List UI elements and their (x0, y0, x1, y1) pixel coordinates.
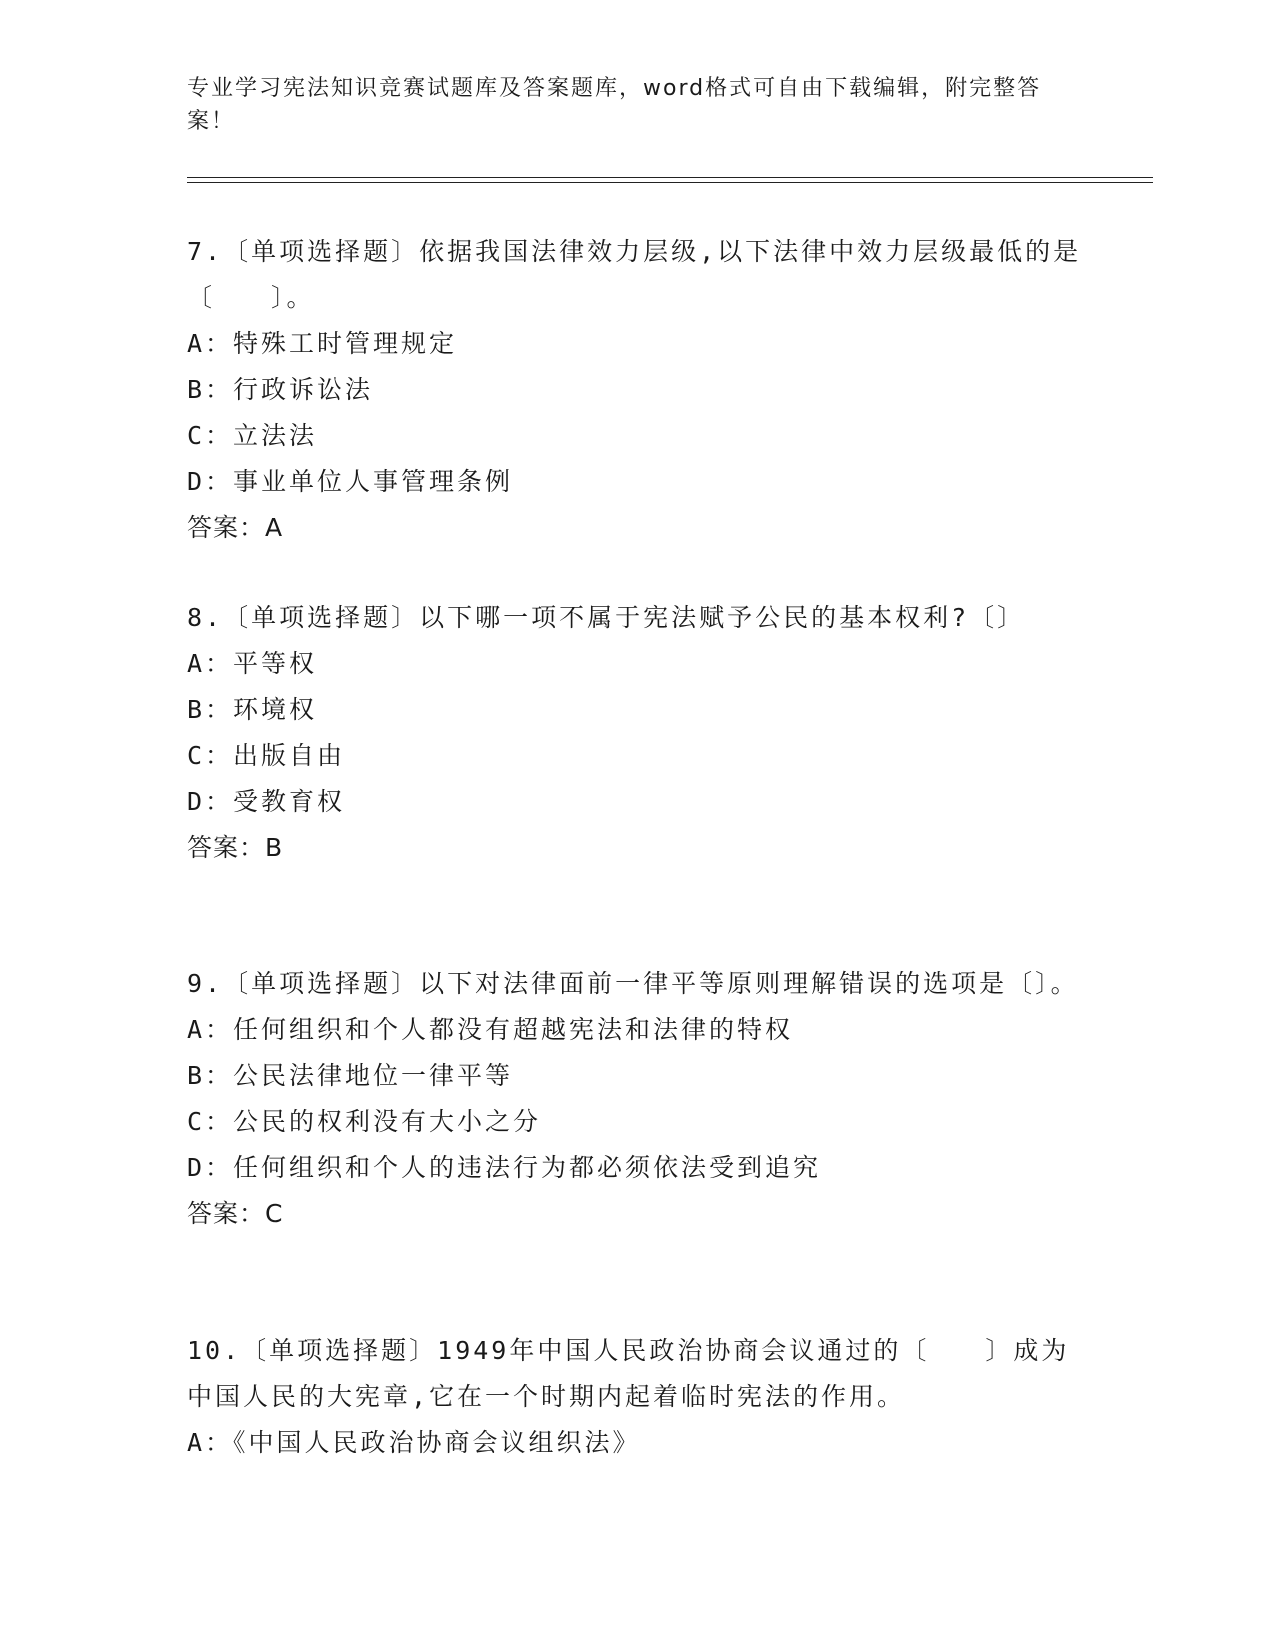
question-9 (187, 961, 1087, 1237)
option-b: B：行政诉讼法 (187, 375, 374, 404)
answer-line: 答案：C (187, 1199, 284, 1228)
question-stem: 8.〔单项选择题〕以下哪一项不属于宪法赋予公民的基本权利?〔〕 (187, 603, 1026, 632)
header-divider-top (187, 177, 1153, 178)
answer-line: 答案：A (187, 513, 284, 542)
option-a: A：任何组织和个人都没有超越宪法和法律的特权 (187, 1015, 794, 1044)
option-a: A：《中国人民政治协商会议组织法》 (187, 1428, 641, 1457)
option-a: A：特殊工时管理规定 (187, 329, 458, 358)
question-stem: 7.〔单项选择题〕依据我国法律效力层级,以下法律中效力层级最低的是〔 〕。 (187, 237, 1082, 312)
header-divider-bottom (187, 182, 1153, 183)
option-d: D：受教育权 (187, 787, 346, 816)
question-stem: 9.〔单项选择题〕以下对法律面前一律平等原则理解错误的选项是〔〕。 (187, 969, 1079, 998)
option-b: B：环境权 (187, 695, 318, 724)
answer-line: 答案：B (187, 833, 284, 862)
document-header: 专业学习宪法知识竞赛试题库及答案题库，word格式可自由下载编辑，附完整答案！ (187, 76, 1042, 134)
option-b: B：公民法律地位一律平等 (187, 1061, 514, 1090)
option-c: C：出版自由 (187, 741, 346, 770)
question-stem: 10.〔单项选择题〕1949年中国人民政治协商会议通过的〔 〕成为中国人民的大宪章,它在一个时期内起着临时宪法的作用。 (187, 1336, 1070, 1411)
question-8 (187, 595, 1087, 871)
option-c: C：公民的权利没有大小之分 (187, 1107, 542, 1136)
question-7 (187, 229, 1087, 551)
option-a: A：平等权 (187, 649, 318, 678)
option-d: D：事业单位人事管理条例 (187, 467, 514, 496)
option-c: C：立法法 (187, 421, 318, 450)
option-d: D：任何组织和个人的违法行为都必须依法受到追究 (187, 1153, 822, 1182)
question-10 (187, 1328, 1087, 1466)
